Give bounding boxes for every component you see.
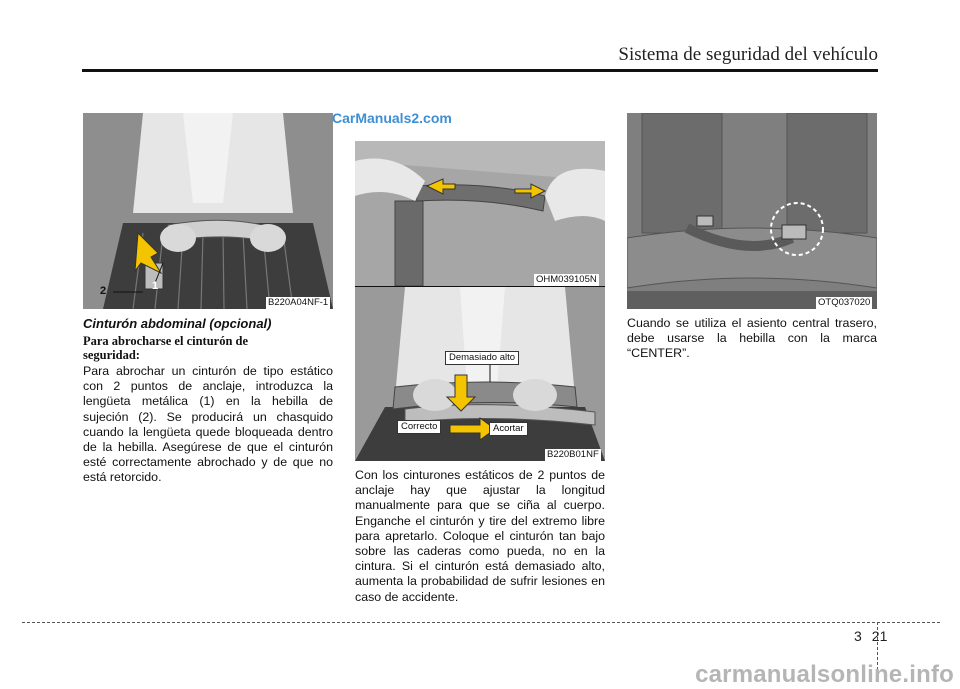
- page-number: [854, 628, 887, 644]
- callout-shorten: Acortar: [489, 422, 528, 436]
- figure-code: OHM039105N: [536, 274, 597, 285]
- callout-correct: Correcto: [397, 420, 441, 434]
- body-text-col2: Con los cinturones estáticos de 2 puntos de anclaje hay que ajustar la longitud manualmente para que se ciña al cuerpo. Enganche el cinturón y tire del extremo libre para apretarlo. Coloque el cinturón tan bajo sobre las caderas como pueda, no en la cintura. Si el cinturón está demasiado alto, aumenta la probabilidad de sufrir lesiones en caso de accidente.: [355, 468, 605, 604]
- figure-code: B220A04NF-1: [268, 297, 329, 308]
- figure-code: B220B01NF: [547, 449, 599, 460]
- body-text-col3: Cuando se utiliza el asiento central trasero, debe usarse la hebilla con la marca “CENTER”.: [627, 316, 877, 361]
- figure-code: OTQ037020: [818, 297, 871, 308]
- body-text-col1: Para abrochar un cinturón de tipo estático con 2 puntos de anclaje, introduzca la lengüeta metálica (1) en la hebilla de sujeción (2). Se producirá un chasquido cuando la lengüeta quede bloqueada dentro de la hebilla. Asegúrese de que el cinturón esté correctamente abrochado y de que no está retorcido.: [83, 364, 333, 485]
- top-watermark: CarManuals2.com: [332, 110, 452, 126]
- figure-rear-center-seat: [627, 113, 877, 309]
- page-index: 21: [871, 628, 888, 644]
- marker-1: 1: [152, 280, 159, 292]
- sub-heading: Para abrocharse el cinturón de seguridad:: [83, 334, 249, 362]
- figure-belt-position: [355, 287, 605, 461]
- header-rule: [82, 69, 878, 72]
- callout-too-high: Demasiado alto: [445, 351, 519, 365]
- chapter-number: 3: [854, 628, 862, 644]
- section-title: Sistema de seguridad del vehículo: [618, 44, 878, 65]
- footer-watermark: carmanualsonline.info: [695, 661, 954, 688]
- footer-rule: [22, 622, 940, 623]
- section-heading: Cinturón abdominal (opcional): [83, 316, 272, 331]
- figure-lap-belt-buckle: [83, 113, 333, 309]
- marker-2: 2: [100, 285, 107, 297]
- figure-belt-adjust-hands: [355, 141, 605, 286]
